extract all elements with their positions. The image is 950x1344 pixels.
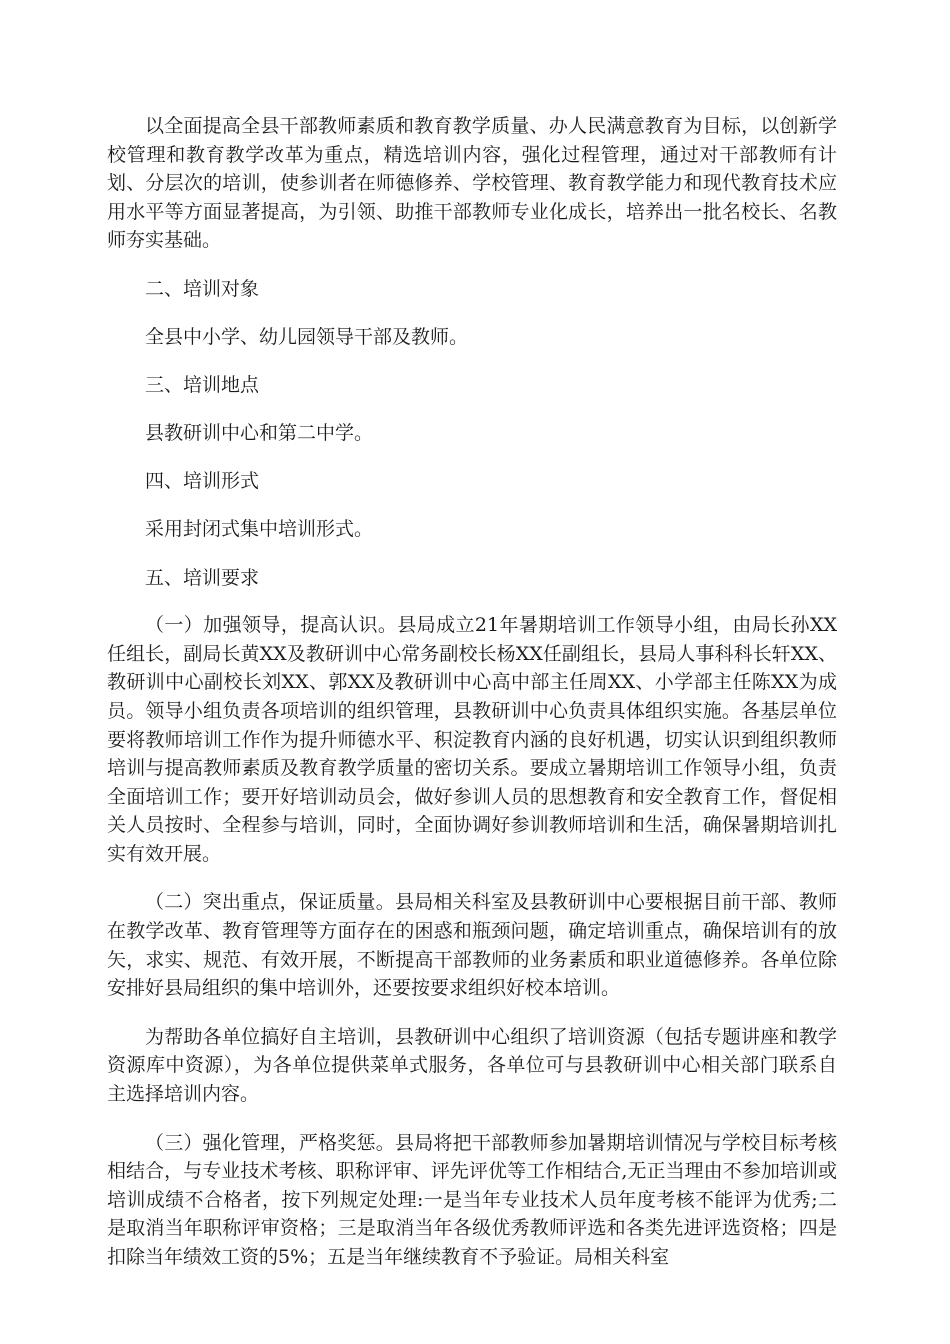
section-heading-training-requirements: 五、培训要求: [145, 566, 260, 589]
document-body: [107, 112, 837, 1292]
paragraph-goal: 以全面提高全县干部教师素质和教育教学质量、办人民满意教育为目标，以创新学校管理和教育教学改革为重点，精选培训内容，强化过程管理，通过对干部教师有计划、分层次的培训，使参训者在师德修养、学校管理、教育教学能力和现代教育技术应用水平等方面显著提高，为引领、助推干部教师专业化成长，培养出一批名校长、名教师夯实基础。: [107, 115, 837, 252]
section-heading-training-format: 四、培训形式: [145, 470, 260, 493]
paragraph-training-targets: 全县中小学、幼儿园领导干部及教师。: [145, 325, 469, 348]
section-heading-training-targets: 二、培训对象: [145, 277, 260, 300]
section-heading-training-location: 三、培训地点: [145, 374, 260, 397]
paragraph-requirement-2: （二）突出重点，保证质量。县局相关科室及县教研训中心要根据目前干部、教师在教学改革、教育管理等方面存在的困惑和瓶颈问题，确定培训重点，确保培训有的放矢，求实、规范、有效开展，不断提高干部教师的业务素质和职业道德修养。各单位除安排好县局组织的集中培训外，还要按要求组织好校本培训。: [107, 891, 837, 1000]
paragraph-requirement-3: （三）强化管理，严格奖惩。县局将把干部教师参加暑期培训情况与学校目标考核相结合，与专业技术考核、职称评审、评先评优等工作相结合,无正当理由不参加培训或培训成绩不合格者，按下列规定处理:一是当年专业技术人员年度考核不能评为优秀;二是取消当年职称评审资格；三是取消当年各级优秀教师评选和各类先进评选资格；四是扣除当年绩效工资的5%；五是当年继续教育不予验证。局相关科室: [107, 1131, 837, 1268]
paragraph-training-location: 县教研训中心和第二中学。: [145, 421, 374, 444]
paragraph-training-format: 采用封闭式集中培训形式。: [145, 517, 374, 540]
paragraph-requirement-1: （一）加强领导，提高认识。县局成立21年暑期培训工作领导小组，由局长孙XX任组长，副局长黄XX及教研训中心常务副校长杨XX任副组长，县局人事科科长轩XX、教研训中心副校长刘XX、郭XX及教研训中心高中部主任周XX、小学部主任陈XX为成员。领导小组负责各项培训的组织管理，县教研训中心负责具体组织实施。各基层单位要将教师培训工作作为提升师德水平、积淀教育内涵的良好机遇，切实认识到组织教师培训与提高教师素质及教育教学质量的密切关系。要成立暑期培训工作领导小组，负责全面培训工作；要开好培训动员会，做好参训人员的思想教育和安全教育工作，督促相关人员按时、全程参与培训，同时，全面协调好参训教师培训和生活，确保暑期培训扎实有效开展。: [107, 614, 837, 865]
paragraph-self-training: 为帮助各单位搞好自主培训，县教研训中心组织了培训资源（包括专题讲座和教学资源库中资源），为各单位提供菜单式服务，各单位可与县教研训中心相关部门联系自主选择培训内容。: [107, 1025, 837, 1106]
